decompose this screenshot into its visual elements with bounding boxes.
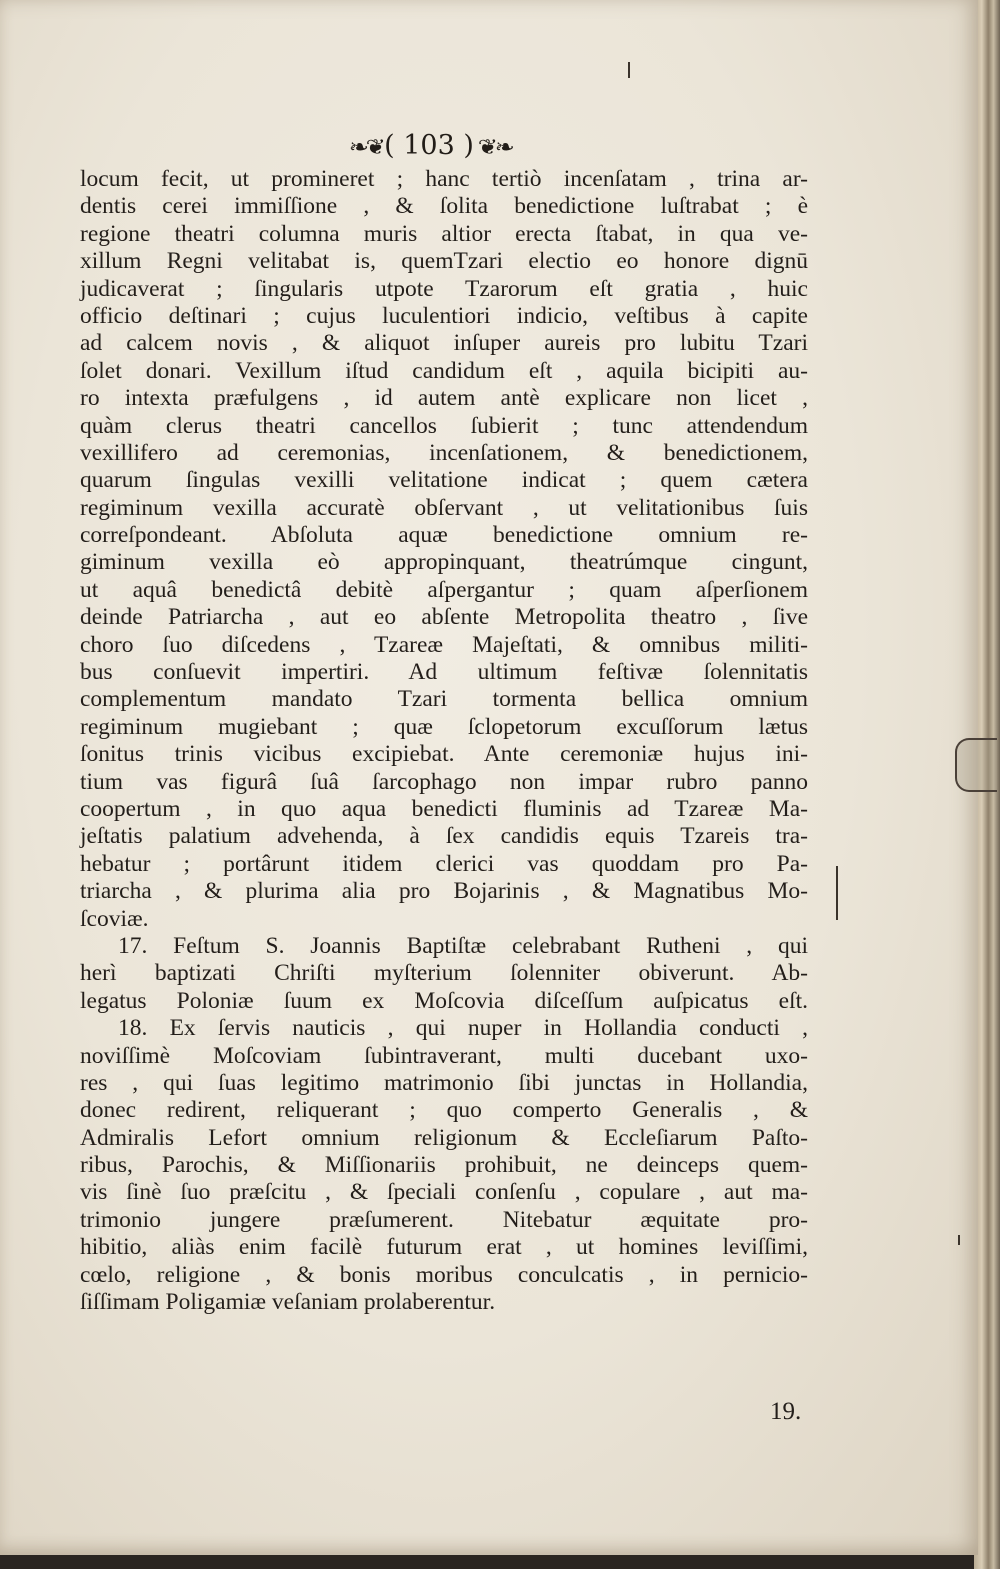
text-line: giminum vexilla eò appropinquant, theatrúmque cingunt, [80,549,808,576]
text-line: donec redirent, reliquerant ; quo comperto Generalis , & [80,1097,808,1124]
text-line: complementum mandato Tzari tormenta bellica omnium [80,686,808,713]
text-line: choro ſuo diſcedens , Tzareæ Majeſtati, & omnibus militi- [80,631,808,658]
page-body-text [80,166,808,1316]
text-line: cœlo, religione , & bonis moribus conculcatis , in pernicio- [80,1261,808,1288]
ornament-right: ❦❧ [477,135,512,159]
ornament-left: ❧❦ [348,135,383,159]
catchword: 19. [770,1398,802,1425]
text-line: ribus, Parochis, & Miſſionariis prohibuit, ne deinceps quem- [80,1152,808,1179]
margin-mark [836,866,838,920]
page-number: ( 103 ) [384,130,474,161]
text-line: vexillifero ad ceremonias, incenſationem, & benedictionem, [80,439,808,466]
text-line: coopertum , in quo aqua benedicti fluminis ad Tzareæ Ma- [80,795,808,822]
text-line: ſiſſimam Poligamiæ veſaniam prolaberentur. [80,1289,496,1316]
text-line: regione theatri columna muris altior erecta ſtabat, in qua ve- [80,220,808,247]
text-line: jeſtatis palatium advehenda, à ſex candidis equis Tzareis tra- [80,823,808,850]
margin-mark [958,1235,960,1245]
text-line: Admiralis Lefort omnium religionum & Eccleſiarum Paſto- [80,1124,808,1151]
text-line: dentis cerei immiſſione , & ſolita benedictione luſtrabat ; è [80,193,808,220]
text-line: regiminum mugiebant ; quæ ſclopetorum excuſſorum lætus [80,713,808,740]
text-line: ad calcem novis , & aliquot inſuper aureis pro lubitu Tzari [80,330,808,357]
text-line: legatus Poloniæ ſuum ex Moſcovia diſceſſum auſpicatus eſt. [80,987,808,1014]
text-line: judicaverat ; ſingularis utpote Tzarorum eſt gratia , huic [80,275,808,302]
text-line: herì baptizati Chriſti myſterium ſolenniter obiverunt. Ab- [80,960,808,987]
text-line: ro intexta præfulgens , id autem antè explicare non licet , [80,385,808,412]
text-line: hebatur ; portârunt itidem clerici vas quoddam pro Pa- [80,850,808,877]
text-line: locum fecit, ut promineret ; hanc tertiò incenſatam , trina ar- [80,166,808,192]
text-line: xillum Regni velitabat is, quemTzari electio eo honore dignū [80,248,808,275]
text-line: noviſſimè Moſcoviam ſubintraverant, multi ducebant uxo- [80,1042,808,1069]
text-line: tium vas figurâ ſuâ ſarcophago non impar rubro panno [80,768,808,795]
text-line: regiminum vexilla accuratè obſervant , ut velitationibus ſuis [80,494,808,521]
text-line: bus conſuevit impertiri. Ad ultimum feſtivæ ſolennitatis [80,659,808,686]
text-line: 18. Ex ſervis nauticis , qui nuper in Hollandia conducti , [118,1015,808,1042]
text-line: ſcoviæ. [80,905,149,932]
page-header [0,130,860,161]
text-line: officio deſtinari ; cujus luculentiori indicio, veſtibus à capite [80,302,808,329]
text-line: quàm clerus theatri cancellos ſubierit ; tunc attendendum [80,412,808,439]
page-clip [955,738,997,792]
text-line: triarcha , & plurima alia pro Bojarinis , & Magnatibus Mo- [80,878,808,905]
text-line: res , qui ſuas legitimo matrimonio ſibi junctas in Hollandia, [80,1069,808,1096]
text-line: ut aquâ benedictâ debitè aſpergantur ; quam aſperſionem [80,576,808,603]
margin-mark [628,62,630,78]
text-line: correſpondeant. Abſoluta aquæ benedictione omnium re- [80,522,808,549]
text-line: deinde Patriarcha , aut eo abſente Metropolita theatro , ſive [80,604,808,631]
text-line: quarum ſingulas vexilli velitatione indicat ; quem cætera [80,467,808,494]
text-line: ſolet donari. Vexillum iſtud candidum eſt , aquila bicipiti au- [80,357,808,384]
text-line: vis ſinè ſuo præſcitu , & ſpeciali conſenſu , copulare , aut ma- [80,1179,808,1206]
text-line: trimonio jungere præſumerent. Nitebatur æquitate pro- [80,1206,808,1233]
text-line: ſonitus trinis vicibus excipiebat. Ante ceremoniæ hujus ini- [80,741,808,768]
text-line: 17. Feſtum S. Joannis Baptiſtæ celebrabant Rutheni , qui [118,932,808,959]
text-line: hibitio, aliàs enim facilè futurum erat , ut homines leviſſimi, [80,1234,808,1261]
